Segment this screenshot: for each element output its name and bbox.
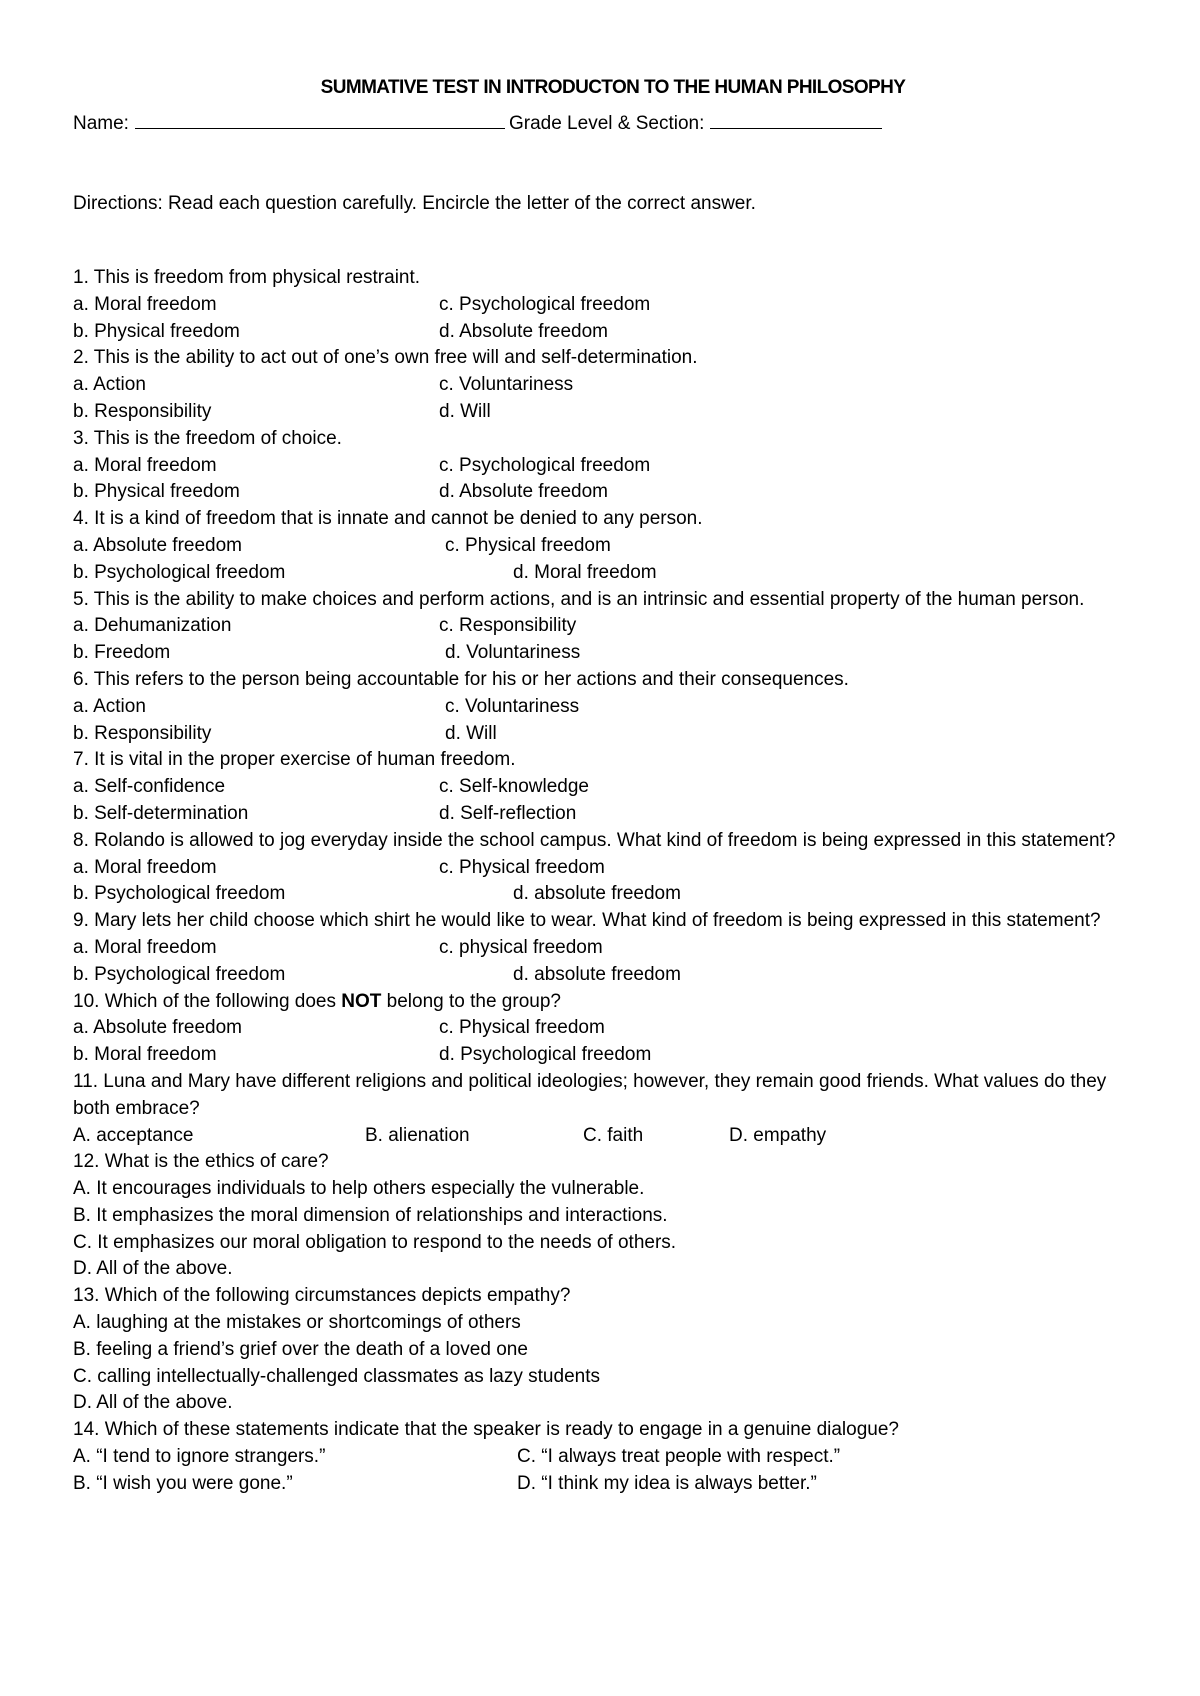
- question-5-stem: 5. This is the ability to make choices and perform actions, and is an intrinsic and essential property of the human person.: [73, 588, 1085, 610]
- option[interactable]: c. Physical freedom: [439, 1017, 605, 1039]
- name-label: Name:: [73, 113, 129, 134]
- test-title: SUMMATIVE TEST IN INTRODUCTON TO THE HUMAN PHILOSOPHY: [320, 77, 906, 98]
- option[interactable]: b. Moral freedom: [73, 1044, 217, 1066]
- option[interactable]: C. “I always treat people with respect.”: [517, 1446, 841, 1468]
- question-6-options-row: [73, 721, 1153, 748]
- option[interactable]: c. physical freedom: [439, 936, 603, 958]
- option[interactable]: a. Action: [73, 374, 146, 396]
- question-14-options-row: [73, 1444, 1153, 1471]
- option[interactable]: a. Moral freedom: [73, 293, 217, 315]
- option[interactable]: B. alienation: [365, 1124, 470, 1146]
- option[interactable]: c. Voluntariness: [445, 695, 580, 717]
- question-11-options-row: [73, 1123, 1153, 1150]
- question-6-options-row: [73, 694, 1153, 721]
- option[interactable]: c. Physical freedom: [439, 856, 605, 878]
- option[interactable]: A. It encourages individuals to help others especially the vulnerable.: [73, 1178, 645, 1200]
- question-4-options-row: [73, 533, 1153, 560]
- question-3-stem: 3. This is the freedom of choice.: [73, 427, 342, 449]
- option[interactable]: d. absolute freedom: [513, 963, 681, 985]
- question-14-stem: 14. Which of these statements indicate that the speaker is ready to engage in a genuine dialogue?: [73, 1419, 899, 1441]
- option[interactable]: a. Action: [73, 695, 146, 717]
- option[interactable]: a. Moral freedom: [73, 454, 217, 476]
- question-9-options-row: [73, 935, 1153, 962]
- question-10-emphasis: NOT: [341, 990, 382, 1012]
- question-4-options-row: [73, 560, 1153, 587]
- question-5-options-row: [73, 613, 1153, 640]
- option[interactable]: B. It emphasizes the moral dimension of relationships and interactions.: [73, 1204, 668, 1226]
- question-6-stem: 6. This refers to the person being accountable for his or her actions and their consequences.: [73, 668, 849, 690]
- question-10-stem: [73, 989, 1153, 1016]
- option[interactable]: B. feeling a friend’s grief over the death of a loved one: [73, 1338, 528, 1360]
- option[interactable]: a. Moral freedom: [73, 936, 217, 958]
- question-11-stem: 11. Luna and Mary have different religions and political ideologies; however, they remain good friends. What values do they both embrace?: [73, 1070, 1107, 1119]
- option[interactable]: D. “I think my idea is always better.”: [517, 1472, 817, 1494]
- directions: Directions: Read each question carefully. Encircle the letter of the correct answer.: [73, 193, 756, 214]
- question-10-options-row: [73, 1042, 1153, 1069]
- option[interactable]: C. calling intellectually-challenged classmates as lazy students: [73, 1365, 600, 1387]
- question-2-options-row: [73, 399, 1153, 426]
- option[interactable]: d. Will: [439, 400, 491, 422]
- option[interactable]: D. All of the above.: [73, 1258, 233, 1280]
- question-10-stem-pre: 10. Which of the following does: [73, 990, 342, 1012]
- option[interactable]: c. Responsibility: [439, 615, 577, 637]
- question-4-stem: 4. It is a kind of freedom that is innate and cannot be denied to any person.: [73, 508, 703, 530]
- option[interactable]: A. “I tend to ignore strangers.”: [73, 1446, 326, 1468]
- question-3-options-row: [73, 453, 1153, 480]
- grade-label: Grade Level & Section:: [508, 113, 705, 134]
- option[interactable]: b. Psychological freedom: [73, 883, 286, 905]
- option[interactable]: a. Dehumanization: [73, 615, 232, 637]
- option[interactable]: c. Voluntariness: [439, 374, 574, 396]
- question-1-options-row: [73, 319, 1153, 346]
- option[interactable]: D. empathy: [729, 1124, 827, 1146]
- option[interactable]: a. Moral freedom: [73, 856, 217, 878]
- option[interactable]: d. Moral freedom: [513, 561, 657, 583]
- option[interactable]: c. Psychological freedom: [439, 293, 651, 315]
- option[interactable]: A. acceptance: [73, 1124, 194, 1146]
- question-7-options-row: [73, 774, 1153, 801]
- option[interactable]: c. Self-knowledge: [439, 776, 589, 798]
- student-info-row: [73, 106, 1153, 142]
- question-2-stem: 2. This is the ability to act out of one’s own free will and self-determination.: [73, 347, 698, 369]
- option[interactable]: a. Absolute freedom: [73, 534, 242, 556]
- option[interactable]: d. Self-reflection: [439, 802, 577, 824]
- question-5-options-row: [73, 640, 1153, 667]
- option[interactable]: d. Voluntariness: [445, 642, 581, 664]
- question-8-options-row: [73, 855, 1153, 882]
- option[interactable]: d. absolute freedom: [513, 883, 681, 905]
- option[interactable]: D. All of the above.: [73, 1392, 233, 1414]
- option[interactable]: d. Will: [445, 722, 497, 744]
- question-7-options-row: [73, 801, 1153, 828]
- question-9-options-row: [73, 962, 1153, 989]
- option[interactable]: d. Absolute freedom: [439, 320, 608, 342]
- option[interactable]: b. Freedom: [73, 642, 171, 664]
- option[interactable]: B. “I wish you were gone.”: [73, 1472, 293, 1494]
- option[interactable]: A. laughing at the mistakes or shortcomings of others: [73, 1312, 521, 1334]
- option[interactable]: b. Physical freedom: [73, 481, 240, 503]
- question-8-stem: 8. Rolando is allowed to jog everyday inside the school campus. What kind of freedom is being expressed in this statement?: [73, 829, 1116, 851]
- question-13-stem: 13. Which of the following circumstances depicts empathy?: [73, 1285, 571, 1307]
- name-blank[interactable]: [135, 106, 505, 129]
- option[interactable]: C. faith: [583, 1124, 644, 1146]
- option[interactable]: C. It emphasizes our moral obligation to respond to the needs of others.: [73, 1231, 677, 1253]
- question-2-options-row: [73, 372, 1153, 399]
- question-10-stem-post: belong to the group?: [381, 990, 561, 1012]
- option[interactable]: a. Self-confidence: [73, 776, 226, 798]
- question-10-options-row: [73, 1015, 1153, 1042]
- option[interactable]: b. Responsibility: [73, 400, 212, 422]
- option[interactable]: b. Self-determination: [73, 802, 249, 824]
- option[interactable]: b. Responsibility: [73, 722, 212, 744]
- question-12-stem: 12. What is the ethics of care?: [73, 1151, 329, 1173]
- option[interactable]: c. Physical freedom: [445, 534, 611, 556]
- option[interactable]: b. Psychological freedom: [73, 561, 286, 583]
- question-3-options-row: [73, 479, 1153, 506]
- question-1-stem: 1. This is freedom from physical restraint.: [73, 267, 421, 288]
- question-14-options-row: [73, 1471, 1153, 1498]
- question-list: [73, 265, 1153, 1498]
- option[interactable]: b. Psychological freedom: [73, 963, 286, 985]
- option[interactable]: a. Absolute freedom: [73, 1017, 242, 1039]
- option[interactable]: c. Psychological freedom: [439, 454, 651, 476]
- question-8-options-row: [73, 881, 1153, 908]
- option[interactable]: d. Absolute freedom: [439, 481, 608, 503]
- grade-blank[interactable]: [710, 106, 882, 129]
- option[interactable]: d. Psychological freedom: [439, 1044, 652, 1066]
- question-7-stem: 7. It is vital in the proper exercise of human freedom.: [73, 749, 516, 771]
- question-9-stem: 9. Mary lets her child choose which shirt he would like to wear. What kind of freedom is being expressed in this statement?: [73, 910, 1101, 932]
- option[interactable]: b. Physical freedom: [73, 320, 240, 342]
- question-1-options-row: [73, 292, 1153, 319]
- test-sheet: [73, 70, 1153, 1498]
